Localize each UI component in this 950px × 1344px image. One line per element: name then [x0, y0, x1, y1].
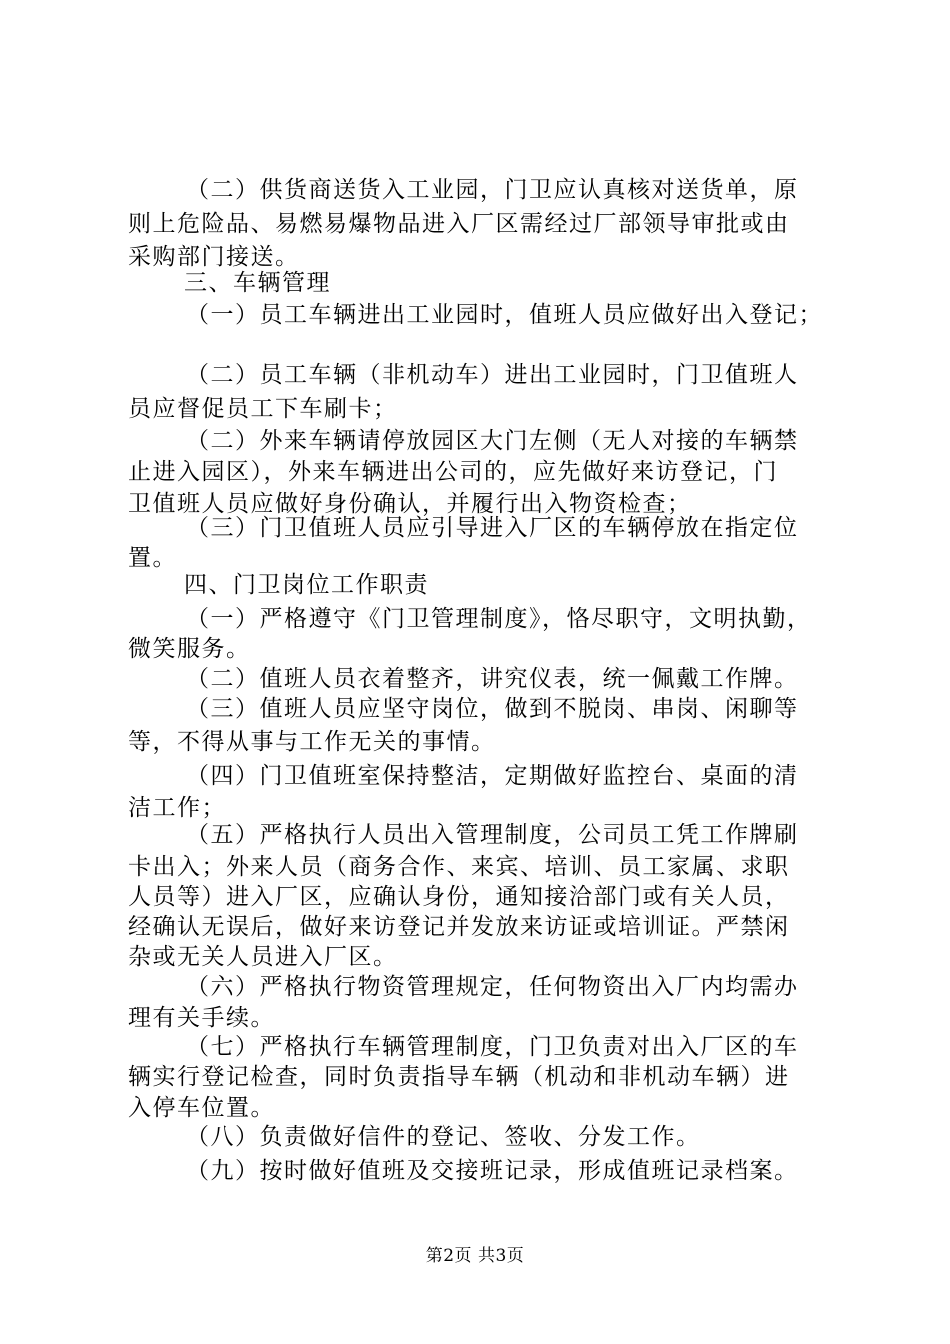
- paragraph-line: 人员等）进入厂区，应确认身份，通知接洽部门或有关人员，: [128, 884, 790, 910]
- paragraph-line: 则上危险品、易燃易爆物品进入厂区需经过厂部领导审批或由: [128, 211, 790, 237]
- paragraph-line: 等，不得从事与工作无关的事情。: [128, 729, 496, 755]
- paragraph-line: （三）值班人员应坚守岗位，做到不脱岗、串岗、闲聊等: [186, 696, 799, 722]
- paragraph-line: 采购部门接送。: [128, 244, 300, 270]
- paragraph-line: （三）门卫值班人员应引导进入厂区的车辆停放在指定位: [186, 515, 799, 541]
- paragraph-line: （七）严格执行车辆管理制度，门卫负责对出入厂区的车: [186, 1034, 799, 1060]
- paragraph-line: （二）外来车辆请停放园区大门左侧（无人对接的车辆禁: [186, 428, 799, 454]
- paragraph-line: 入停车位置。: [128, 1095, 275, 1121]
- paragraph-line: 辆实行登记检查，同时负责指导车辆（机动和非机动车辆）进: [128, 1064, 790, 1090]
- paragraph-line: （一）员工车辆进出工业园时，值班人员应做好出入登记；: [186, 302, 823, 328]
- page-footer: 第2页 共3页: [425, 1246, 525, 1266]
- paragraph-line: 杂或无关人员进入厂区。: [128, 944, 398, 970]
- paragraph-line: （八）负责做好信件的登记、签收、分发工作。: [186, 1124, 701, 1150]
- paragraph-line: （九）按时做好值班及交接班记录，形成值班记录档案。: [186, 1158, 799, 1184]
- paragraph-line: （二）值班人员衣着整齐，讲究仪表，统一佩戴工作牌。: [186, 666, 799, 692]
- paragraph-line: 置。: [128, 545, 177, 571]
- paragraph-line: 理有关手续。: [128, 1005, 275, 1031]
- paragraph-line: 经确认无误后，做好来访登记并发放来访证或培训证。严禁闲: [128, 914, 790, 940]
- paragraph-line: （一）严格遵守《门卫管理制度》，恪尽职守，文明执勤，: [186, 606, 812, 632]
- paragraph-line: （六）严格执行物资管理规定，任何物资出入厂内均需办: [186, 974, 799, 1000]
- paragraph-line: （四）门卫值班室保持整洁，定期做好监控台、桌面的清: [186, 763, 799, 789]
- paragraph-line: （五）严格执行人员出入管理制度，公司员工凭工作牌刷: [186, 822, 799, 848]
- paragraph-line: 止进入园区），外来车辆进出公司的，应先做好来访登记，门: [128, 459, 778, 485]
- paragraph-line: （二）员工车辆（非机动车）进出工业园时，门卫值班人: [186, 362, 799, 388]
- paragraph-line: 卡出入；外来人员（商务合作、来宾、培训、员工家属、求职: [128, 854, 790, 880]
- paragraph-line: 微笑服务。: [128, 636, 251, 662]
- paragraph-line: 员应督促员工下车刷卡；: [128, 396, 398, 422]
- paragraph-line: （二）供货商送货入工业园，门卫应认真核对送货单，原: [186, 177, 799, 203]
- section-heading: 四、门卫岗位工作职责: [184, 572, 429, 598]
- section-heading: 三、车辆管理: [184, 270, 331, 296]
- paragraph-line: 卫值班人员应做好身份确认，并履行出入物资检查；: [128, 491, 692, 517]
- paragraph-line: 洁工作；: [128, 795, 226, 821]
